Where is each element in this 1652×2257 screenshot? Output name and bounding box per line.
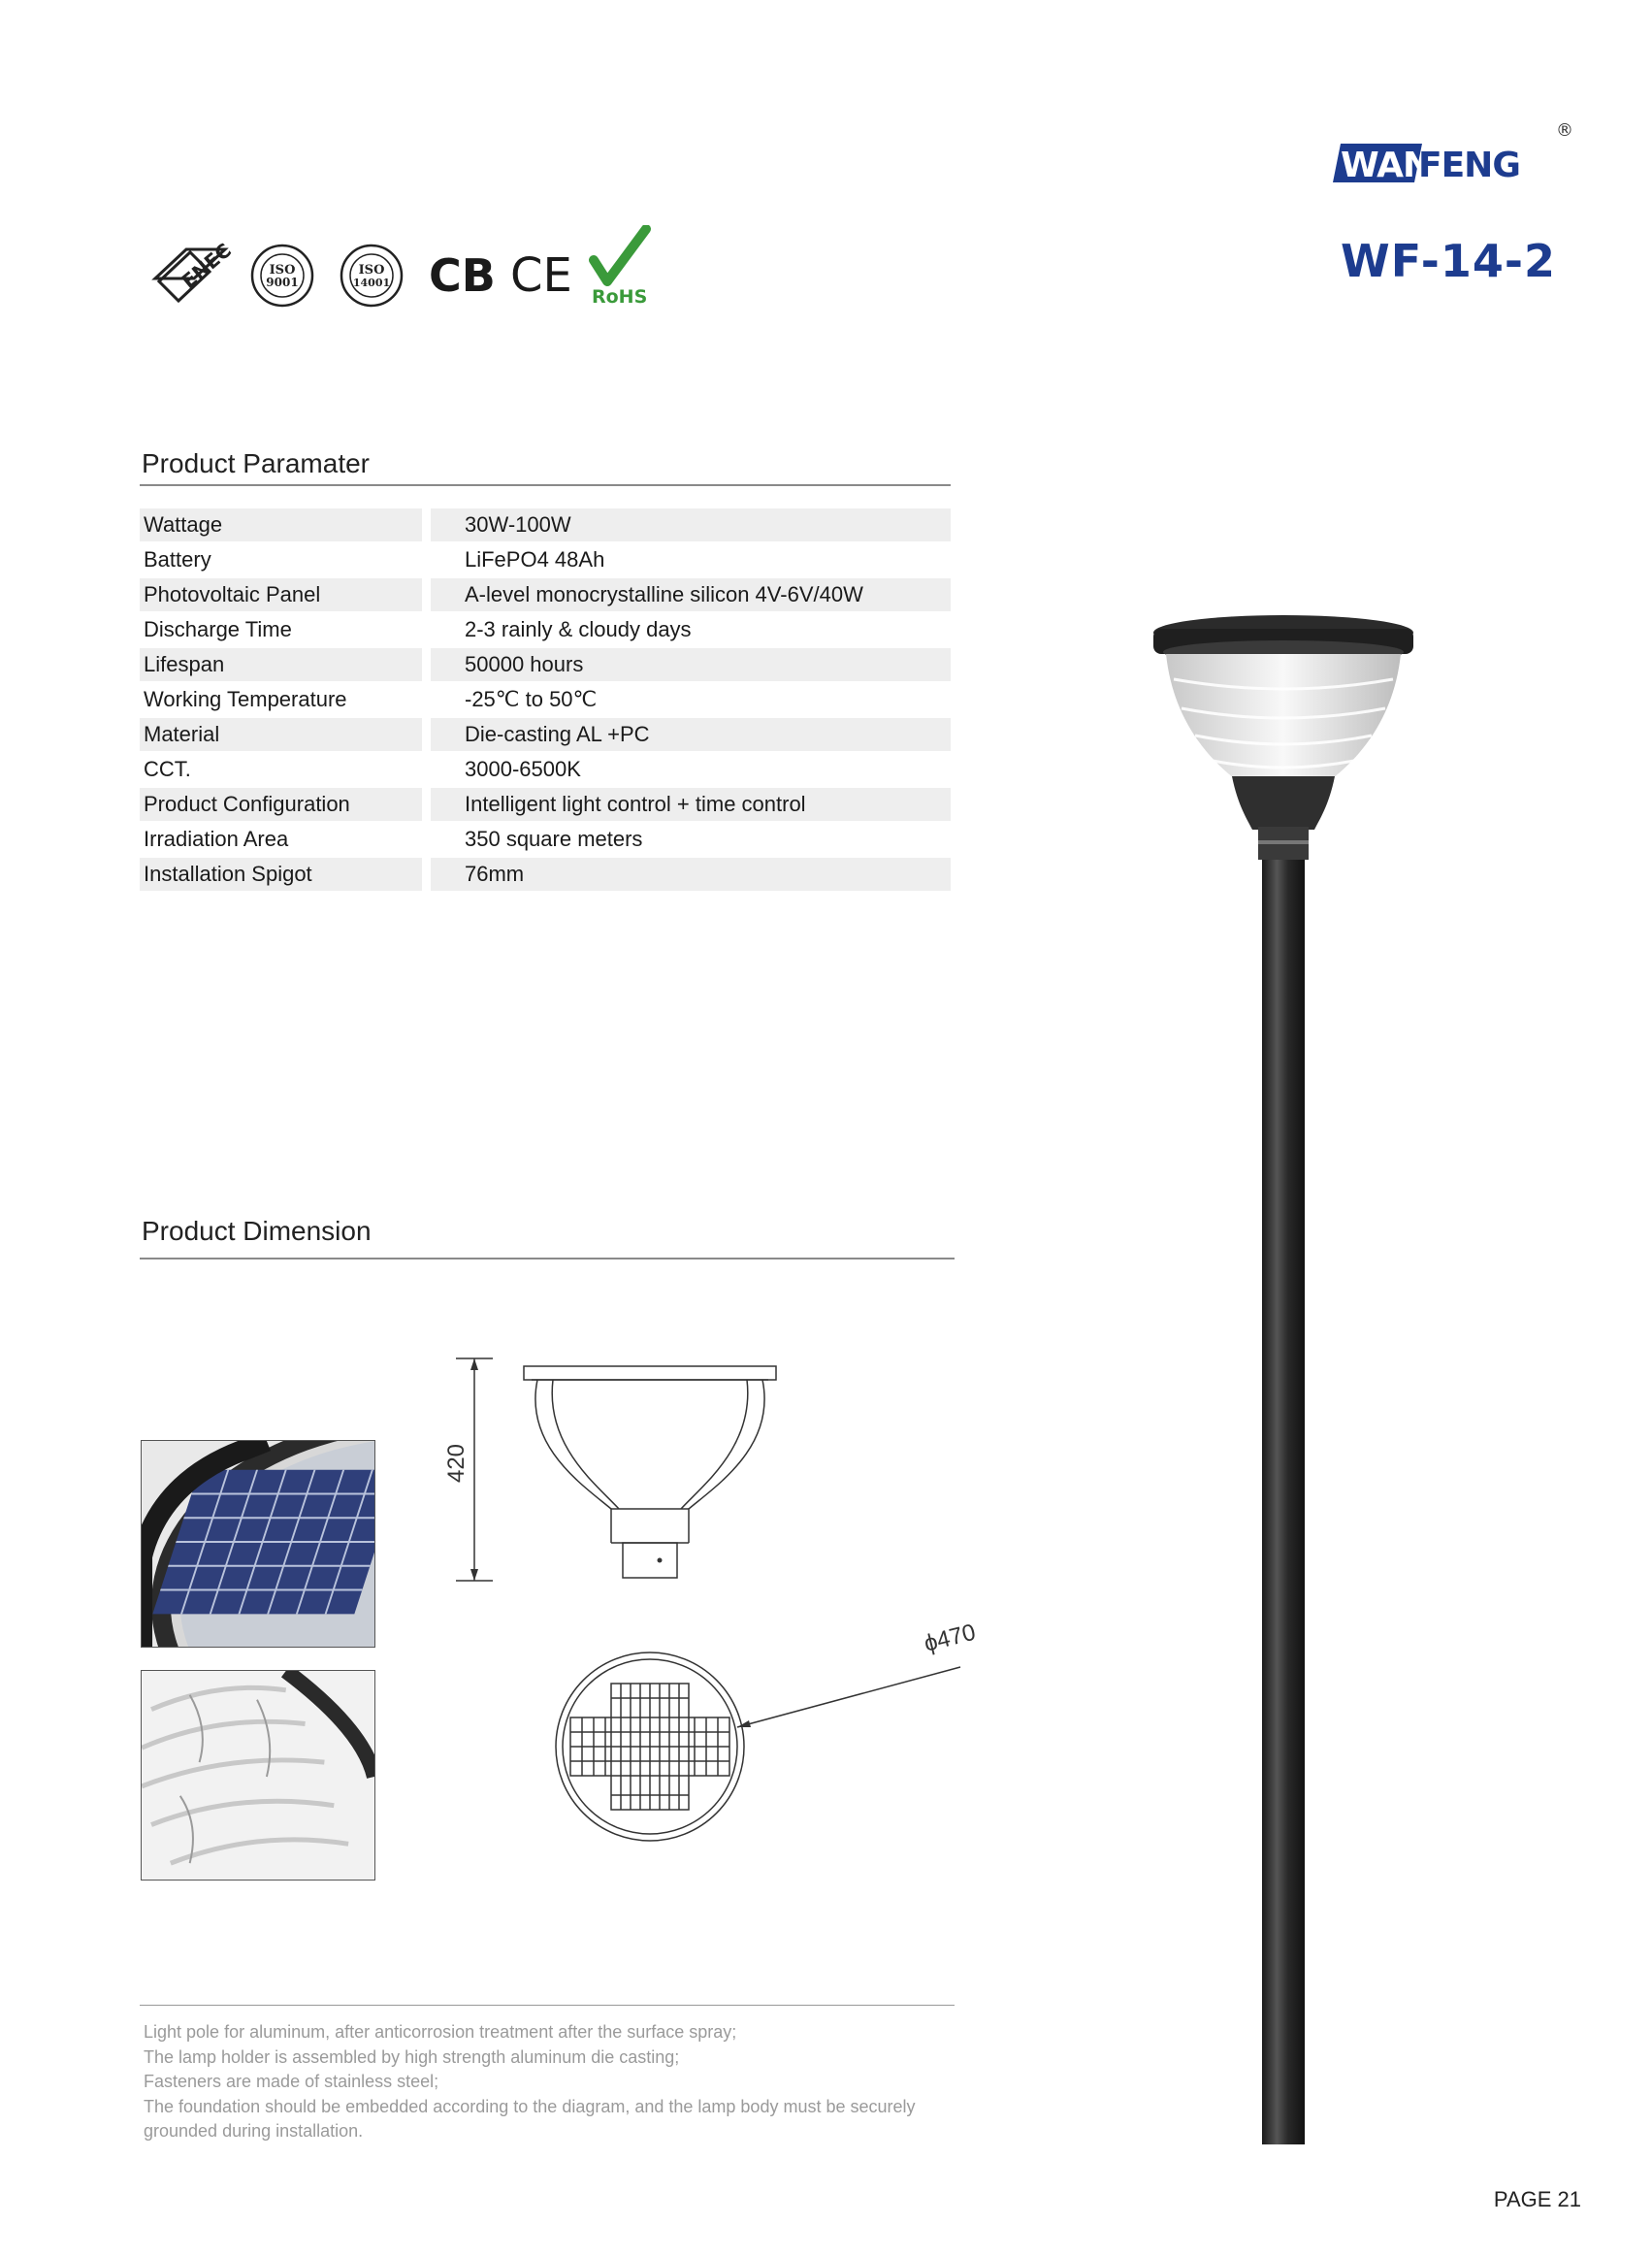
iso9001-seal bbox=[252, 245, 312, 306]
param-name: Battery bbox=[144, 547, 211, 572]
param-value: 350 square meters bbox=[465, 827, 643, 851]
param-value: A-level monocrystalline silicon 4V-6V/40W bbox=[431, 578, 951, 611]
param-name: CCT. bbox=[144, 757, 191, 781]
param-value: Die-casting AL +PC bbox=[431, 718, 951, 751]
diffuser-detail-photo bbox=[141, 1670, 375, 1881]
dimension-divider bbox=[140, 1258, 955, 1259]
param-row-irradiation-area bbox=[140, 823, 951, 858]
param-row-wattage bbox=[140, 508, 951, 543]
param-name: Lifespan bbox=[140, 648, 422, 681]
param-value: Intelligent light control + time control bbox=[431, 788, 951, 821]
svg-text:9001: 9001 bbox=[266, 276, 299, 289]
registered-mark: ® bbox=[1556, 120, 1573, 141]
param-row-working-temperature bbox=[140, 683, 951, 718]
param-name: Wattage bbox=[140, 508, 422, 541]
param-value: LiFePO4 48Ah bbox=[465, 547, 605, 572]
param-row-photovoltaic-panel bbox=[140, 578, 951, 613]
param-name: Product Configuration bbox=[140, 788, 422, 821]
certification-logos bbox=[151, 225, 675, 312]
param-name: Discharge Time bbox=[144, 617, 292, 641]
rohs-mark bbox=[592, 229, 647, 308]
ce-mark: CE bbox=[510, 248, 572, 303]
svg-text:FENG: FENG bbox=[1418, 146, 1520, 185]
svg-text:RoHS: RoHS bbox=[592, 286, 648, 308]
diameter-dimension-label: ϕ470 bbox=[921, 1619, 979, 1657]
param-name: Installation Spigot bbox=[140, 858, 422, 891]
param-name: Irradiation Area bbox=[144, 827, 289, 851]
param-row-discharge-time bbox=[140, 613, 951, 648]
lamp-pole-product-image bbox=[1145, 611, 1426, 2144]
svg-text:ISO: ISO bbox=[358, 263, 385, 278]
param-row-lifespan bbox=[140, 648, 951, 683]
param-name: Material bbox=[140, 718, 422, 751]
parameters-divider bbox=[140, 484, 951, 486]
svg-text:14001: 14001 bbox=[352, 277, 391, 289]
param-value: 3000-6500K bbox=[465, 757, 581, 781]
enec-icon bbox=[155, 239, 236, 301]
solar-panel-detail-photo bbox=[141, 1440, 375, 1648]
param-name: Photovoltaic Panel bbox=[140, 578, 422, 611]
notes-divider bbox=[140, 2005, 955, 2006]
param-row-product-configuration bbox=[140, 788, 951, 823]
param-name: Working Temperature bbox=[144, 687, 347, 711]
notes bbox=[144, 2020, 978, 2144]
param-value: 50000 hours bbox=[431, 648, 951, 681]
note-line: grounded during installation. bbox=[144, 2121, 364, 2141]
svg-text:ISO: ISO bbox=[269, 263, 296, 278]
param-row-material bbox=[140, 718, 951, 753]
parameter-table bbox=[140, 508, 951, 893]
wanfeng-logo bbox=[1333, 136, 1566, 190]
dimension-title: Product Dimension bbox=[142, 1216, 372, 1246]
note-line: The foundation should be embedded according to the diagram, and the lamp body must be securely bbox=[144, 2096, 916, 2116]
cb-mark: CB bbox=[429, 249, 496, 302]
param-row-installation-spigot bbox=[140, 858, 951, 893]
page-number: PAGE 21 bbox=[1493, 2187, 1581, 2211]
svg-text:WAN: WAN bbox=[1341, 146, 1432, 185]
model-number: WF-14-2 bbox=[1341, 235, 1556, 287]
note-line: The lamp holder is assembled by high strength aluminum die casting; bbox=[144, 2046, 680, 2067]
svg-text:ENEC: ENEC bbox=[177, 238, 236, 293]
iso14001-seal bbox=[341, 245, 402, 306]
param-row-battery bbox=[140, 543, 951, 578]
param-value: 2-3 rainly & cloudy days bbox=[465, 617, 692, 641]
parameters-title: Product Paramater bbox=[142, 448, 370, 478]
param-value: 30W-100W bbox=[431, 508, 951, 541]
dimension-drawing bbox=[417, 1339, 999, 1882]
note-line: Light pole for aluminum, after anticorrosion treatment after the surface spray; bbox=[144, 2022, 737, 2042]
param-row-cct bbox=[140, 753, 951, 788]
param-value: -25℃ to 50℃ bbox=[465, 687, 598, 711]
height-dimension-label: 420 bbox=[443, 1443, 470, 1484]
note-line: Fasteners are made of stainless steel; bbox=[144, 2072, 439, 2091]
param-value: 76mm bbox=[431, 858, 951, 891]
